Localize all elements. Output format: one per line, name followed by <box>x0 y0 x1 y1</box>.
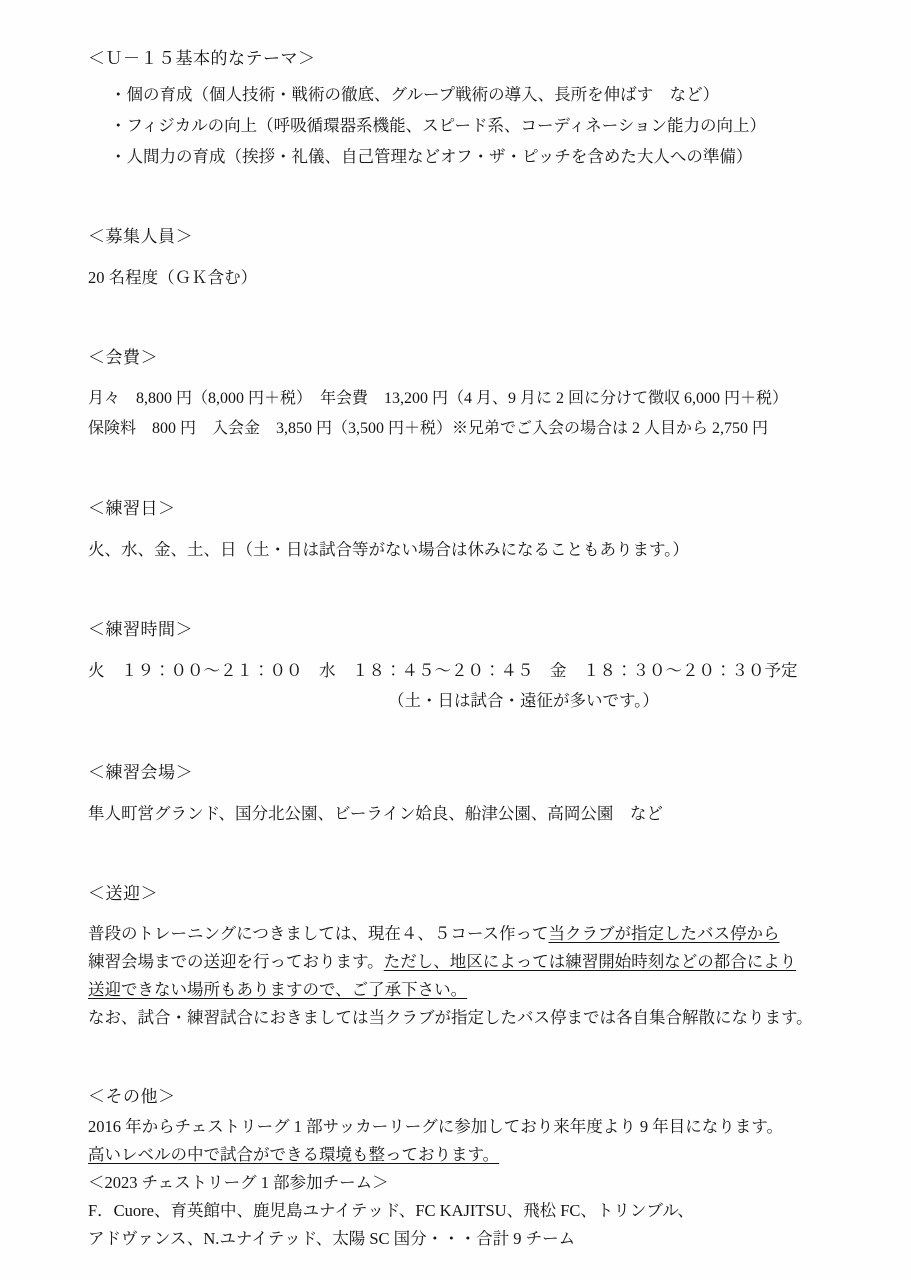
transport-text-plain-2: 練習会場までの送迎を行っております。 <box>88 952 384 971</box>
section-fees <box>88 343 848 444</box>
list-item: ・人間力の育成（挨拶・礼儀、自己管理などオフ・ザ・ピッチを含めた大人への準備） <box>110 147 753 166</box>
section-heading-other: ＜その他＞ <box>88 1087 176 1106</box>
transport-text-underline-3: 送迎できない場所もありますので、ご了承下さい。 <box>88 980 468 999</box>
practice-days-line: 火、水、金、土、日（土・日は試合等がない場合は休みになることもあります。） <box>88 540 689 559</box>
section-heading-theme: ＜Ｕ－１５基本的なテーマ＞ <box>88 49 316 68</box>
transport-line-1 <box>88 920 848 948</box>
section-heading-practice-time: ＜練習時間＞ <box>88 620 193 639</box>
practice-time-line: 火 １９：００〜２１：００ 水 １８：４５〜２０：４５ 金 １８：３０〜２０：３０予定 <box>88 661 798 680</box>
document-content <box>88 44 848 1263</box>
section-heading-practice-venue: ＜練習会場＞ <box>88 763 193 782</box>
fees-line-insurance: 保険料 800 円 入会金 3,850 円（3,500 円＋税）※兄弟でご入会の場合は 2 人目から 2,750 円 <box>88 420 769 437</box>
section-heading-recruitment: ＜募集人員＞ <box>88 227 193 246</box>
practice-venue-line: 隼人町営グランド、国分北公園、ビーライン姶良、船津公園、高岡公園 など <box>88 804 663 823</box>
section-practice-venue <box>88 758 848 829</box>
transport-text-plain-4: なお、試合・練習試合におきましては当クラブが指定したバス停までは各自集合解散になります。 <box>88 1008 813 1027</box>
other-text-plain-1: 2016 年からチェストリーグ 1 部サッカーリーグに参加しており来年度より 9 年目になります。 <box>88 1117 783 1136</box>
transport-text-plain-1: 普段のトレーニングにつきましては、現在４、５コース作って <box>88 924 549 943</box>
list-item: ・個の育成（個人技術・戦術の徹底、グループ戦術の導入、長所を伸ばす など） <box>110 85 720 104</box>
section-practice-time <box>88 615 848 716</box>
other-text-plain-3: ＜2023 チェストリーグ 1 部参加チーム＞ <box>88 1173 389 1192</box>
list-item: ・フィジカルの向上（呼吸循環器系機能、スピード系、コーディネーション能力の向上） <box>110 116 767 135</box>
section-heading-fees: ＜会費＞ <box>88 348 158 367</box>
section-heading-practice-days: ＜練習日＞ <box>88 499 176 518</box>
transport-text-underline-2: ただし、地区によっては練習開始時刻などの都合により <box>383 952 797 971</box>
recruitment-line: 20 名程度（ＧＫ含む） <box>88 268 258 287</box>
fees-line-monthly: 月々 8,800 円（8,000 円＋税） 年会費 13,200 円（4 月、9 月に 2 回に分けて徴収 6,000 円＋税） <box>88 390 789 407</box>
section-heading-transport: ＜送迎＞ <box>88 884 158 903</box>
transport-line-3 <box>88 976 848 1004</box>
other-text-underline-2: 高いレベルの中で試合ができる環境も整っております。 <box>88 1145 500 1164</box>
practice-time-note: （土・日は試合・遠征が多いです。） <box>388 691 659 710</box>
other-line-3 <box>88 1169 848 1197</box>
other-text-plain-5: アドヴァンス、N.ユナイテッド、太陽 SC 国分・・・合計 9 チーム <box>88 1229 576 1248</box>
section-practice-days <box>88 494 848 565</box>
section-other <box>88 1082 848 1253</box>
transport-line-4 <box>88 1004 848 1032</box>
transport-text-underline-1: 当クラブが指定したバス停から <box>548 924 780 943</box>
other-line-1 <box>88 1113 848 1141</box>
other-line-2 <box>88 1141 848 1169</box>
section-recruitment <box>88 222 848 293</box>
section-theme <box>88 44 848 172</box>
other-line-4 <box>88 1197 848 1225</box>
other-line-5 <box>88 1225 848 1253</box>
transport-line-2 <box>88 948 848 976</box>
theme-bullet-list <box>88 79 848 172</box>
other-text-plain-4: F．Cuore、育英館中、鹿児島ユナイテッド、FC KAJITSU、飛松 FC、トリンブル、 <box>88 1201 694 1220</box>
section-transport <box>88 879 848 1032</box>
